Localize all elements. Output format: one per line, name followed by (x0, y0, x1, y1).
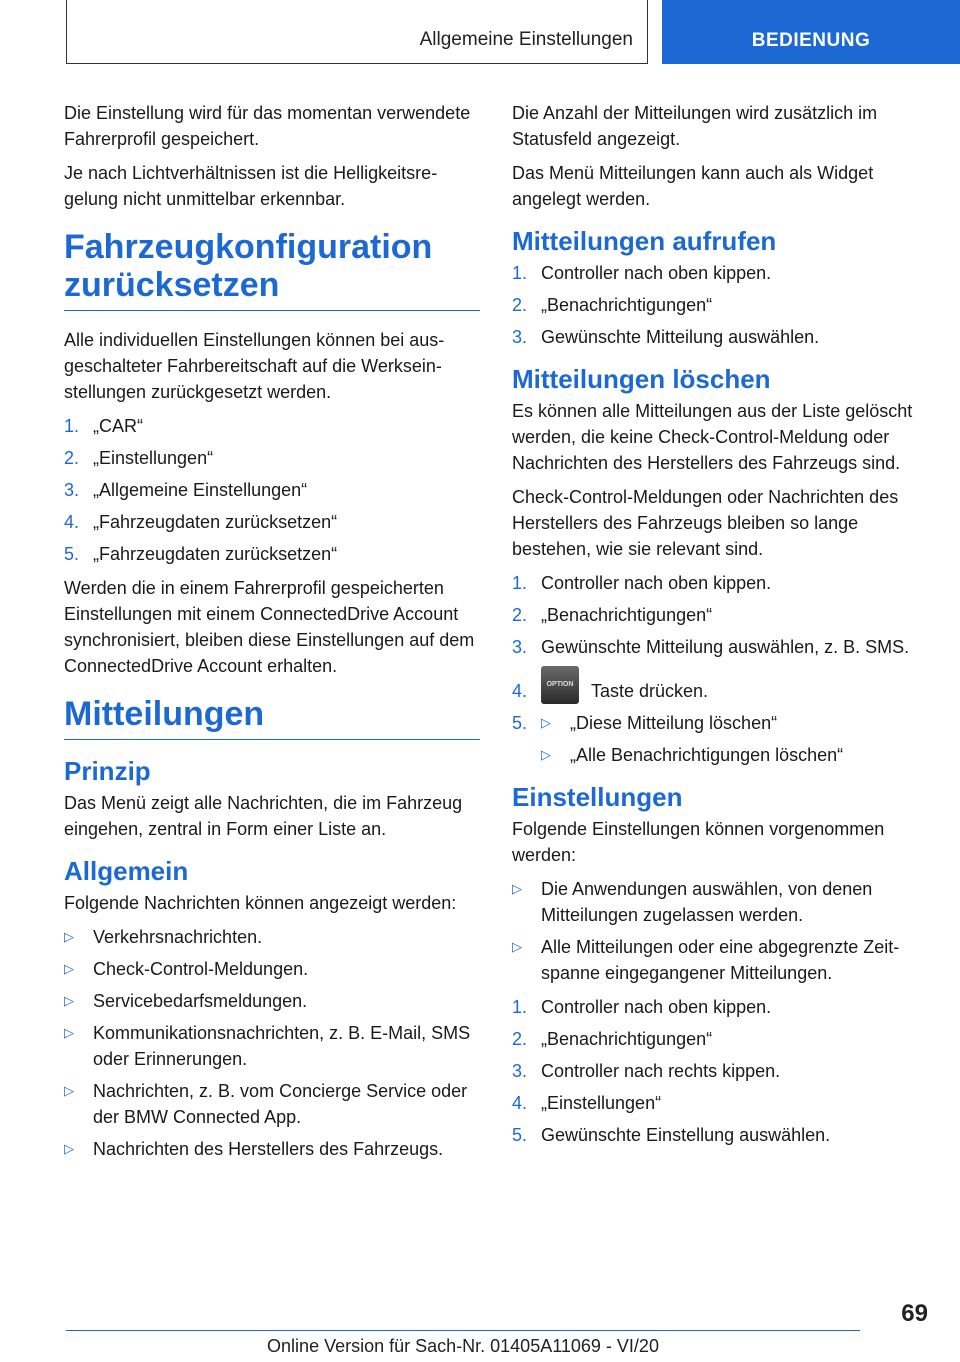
bullet-text: Kommunikationsnachrichten, z. B. E-Mail, SMS oder Erinnerungen. (93, 1023, 471, 1069)
list-item (512, 324, 926, 350)
step-number: 4. (512, 681, 528, 701)
settings-text: Folgende Einstellungen können vorgenommen werden: (512, 819, 885, 865)
section-header (662, 0, 960, 64)
intro-paragraph: Das Menü Mitteilungen kann auch als Widget angelegt werden. (512, 163, 874, 209)
step-text: „CAR“ (93, 416, 143, 436)
left-column (64, 100, 480, 1170)
list-item (512, 1026, 926, 1052)
general-list (64, 924, 480, 1162)
bullet-triangle-icon: ▷ (64, 993, 74, 1008)
bullet-text: „Alle Benachrichtigungen löschen“ (570, 745, 844, 765)
delete-text: Es können alle Mitteilungen aus der Liste gelöscht werden, die keine Check-Control-Meldung oder Nachrichten des Herstellers des Fahrzeugs sind. (512, 401, 913, 473)
step-number: 1. (512, 263, 528, 283)
general-heading: Allgemein (64, 856, 189, 886)
step-text: Controller nach oben kippen. (541, 573, 772, 593)
footer-divider (66, 1330, 860, 1331)
list-item (64, 1136, 480, 1162)
list-item (512, 260, 926, 286)
bullet-text: Nachrichten des Herstellers des Fahrzeugs. (93, 1139, 444, 1159)
step-text: „Fahrzeugdaten zurücksetzen“ (93, 544, 338, 564)
footer-text: Online Version für Sach-Nr. 01405A11069 - VI/20 (267, 1336, 659, 1356)
list-item (512, 666, 926, 704)
list-item (64, 541, 480, 567)
messages-heading: Mitteilungen (64, 695, 480, 740)
bullet-text: Alle Mitteilungen oder eine abgegrenzte Zeitspanne eingegangener Mitteilungen. (541, 937, 900, 983)
intro-paragraph: Die Einstellung wird für das momentan verwendete Fahrerprofil gespeichert. (64, 103, 471, 149)
general-text: Folgende Nachrichten können angezeigt werden: (64, 893, 457, 913)
list-item (512, 1122, 926, 1148)
settings-steps-list (512, 994, 926, 1148)
step-text: „Benachrichtigungen“ (541, 295, 713, 315)
step-text-label: Taste drücken. (591, 681, 709, 701)
delete-messages-heading: Mitteilungen löschen (512, 364, 771, 394)
list-item (512, 1058, 926, 1084)
list-item (64, 509, 480, 535)
step-number: 5. (512, 713, 528, 733)
reset-text: Alle individuellen Einstellungen können bei ausgeschalteter Fahrbereitschaft auf die Werkseinstellungen zurückgesetzt werden. (64, 330, 445, 402)
delete-steps-list (512, 570, 926, 768)
delete-text: Check-Control-Meldungen oder Nachrichten des Herstellers des Fahrzeugs bleiben so lange bestehen, wie sie relevant sind. (512, 487, 899, 559)
bullet-triangle-icon: ▷ (64, 1025, 74, 1040)
bullet-text: Die Anwendungen auswählen, von denen Mitteilungen zugelassen werden. (541, 879, 873, 925)
step-text: „Benachrichtigungen“ (541, 1029, 713, 1049)
step-number: 3. (512, 327, 528, 347)
step-text (541, 666, 926, 704)
page-number: 69 (901, 1300, 928, 1327)
chapter-title: Allgemeine Einstellungen (419, 29, 633, 50)
step-number: 2. (512, 605, 528, 625)
bullet-triangle-icon: ▷ (512, 881, 522, 896)
intro-paragraph: Die Anzahl der Mitteilungen wird zusätzlich im Statusfeld angezeigt. (512, 103, 878, 149)
bullet-text: Verkehrsnachrichten. (93, 927, 263, 947)
bullet-text: Servicebedarfsmeldungen. (93, 991, 308, 1011)
list-item (512, 1090, 926, 1116)
list-item (512, 570, 926, 596)
reset-steps-list (64, 413, 480, 567)
settings-heading: Einstellungen (512, 782, 683, 812)
list-item (512, 602, 926, 628)
step-number: 2. (64, 448, 80, 468)
step-number: 3. (512, 637, 528, 657)
step-text: Controller nach oben kippen. (541, 997, 772, 1017)
list-item (541, 710, 926, 736)
list-item (512, 292, 926, 318)
chapter-header (66, 0, 648, 64)
step-number: 2. (512, 1029, 528, 1049)
bullet-triangle-icon: ▷ (512, 939, 522, 954)
step-text: „Benachrichtigungen“ (541, 605, 713, 625)
list-item (512, 710, 926, 768)
principle-heading: Prinzip (64, 756, 151, 786)
bullet-triangle-icon: ▷ (64, 929, 74, 944)
list-item (512, 934, 926, 986)
principle-text: Das Menü zeigt alle Nachrichten, die im Fahrzeug eingehen, zentral in Form einer Liste an. (64, 793, 463, 839)
step-text: Controller nach oben kippen. (541, 263, 772, 283)
step-text: Gewünschte Einstellung auswählen. (541, 1125, 831, 1145)
bullet-triangle-icon: ▷ (541, 747, 551, 762)
list-item (64, 988, 480, 1014)
bullet-text: „Diese Mitteilung löschen“ (570, 713, 778, 733)
list-item (64, 477, 480, 503)
step-text: „Allgemeine Einstellungen“ (93, 480, 308, 500)
list-item (541, 742, 926, 768)
option-button-icon: OPTION (541, 666, 579, 704)
intro-paragraph: Je nach Lichtverhältnissen ist die Helligkeitsregelung nicht unmittelbar erkennbar. (64, 163, 438, 209)
step-number: 4. (512, 1093, 528, 1113)
settings-list (512, 876, 926, 986)
bullet-text: Nachrichten, z. B. vom Concierge Service oder der BMW Connected App. (93, 1081, 468, 1127)
list-item (64, 1078, 480, 1130)
step-text: „Fahrzeugdaten zurücksetzen“ (93, 512, 338, 532)
list-item (512, 634, 926, 660)
bullet-triangle-icon: ▷ (64, 1141, 74, 1156)
reset-heading: Fahrzeugkonfiguration zurücksetzen (64, 228, 480, 311)
bullet-text: Check-Control-Meldungen. (93, 959, 309, 979)
step-text: „Einstellungen“ (93, 448, 214, 468)
open-steps-list (512, 260, 926, 350)
list-item (512, 994, 926, 1020)
list-item (64, 924, 480, 950)
open-messages-heading: Mitteilungen aufrufen (512, 226, 777, 256)
list-item (64, 413, 480, 439)
bullet-triangle-icon: ▷ (64, 961, 74, 976)
step-number: 5. (512, 1125, 528, 1145)
list-item (64, 1020, 480, 1072)
step-text: Gewünschte Mitteilung auswählen, z. B. SMS. (541, 637, 910, 657)
step-number: 1. (512, 997, 528, 1017)
step-text: „Einstellungen“ (541, 1093, 662, 1113)
step-number: 3. (64, 480, 80, 500)
list-item (512, 876, 926, 928)
bullet-triangle-icon: ▷ (64, 1083, 74, 1098)
step-text: Controller nach rechts kippen. (541, 1061, 781, 1081)
reset-note: Werden die in einem Fahrerprofil gespeicherten Einstellungen mit einem ConnectedDrive Account synchronisiert, bleiben diese Einstellungen auf dem ConnectedDrive Account erhalten. (64, 578, 475, 676)
bullet-triangle-icon: ▷ (541, 715, 551, 730)
step-text: Gewünschte Mitteilung auswählen. (541, 327, 820, 347)
step-number: 3. (512, 1061, 528, 1081)
step-number: 2. (512, 295, 528, 315)
step-number: 1. (64, 416, 80, 436)
list-item (64, 445, 480, 471)
section-title: BEDIENUNG (751, 30, 871, 51)
step-number: 1. (512, 573, 528, 593)
step-number: 4. (64, 512, 80, 532)
step-number: 5. (64, 544, 80, 564)
list-item (64, 956, 480, 982)
right-column (512, 100, 926, 1156)
sub-list (541, 710, 926, 768)
